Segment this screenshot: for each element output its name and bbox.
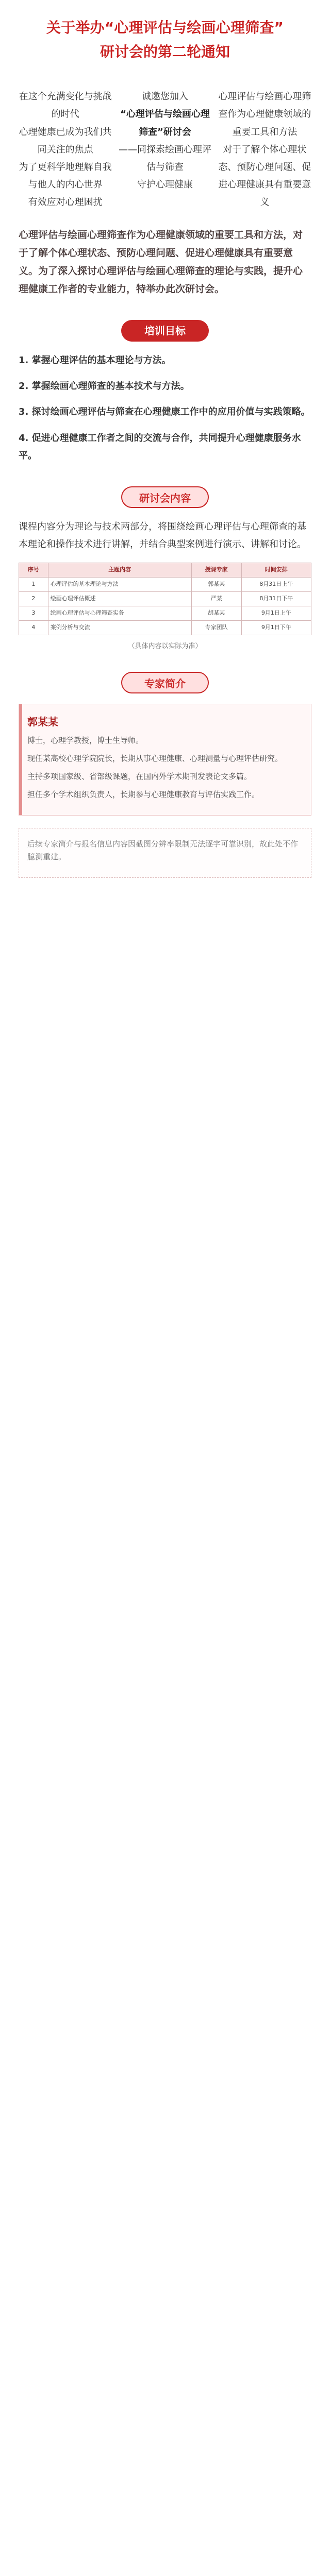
table-row xyxy=(19,592,311,606)
course-intro: 课程内容分为理论与技术两部分，将围绕绘画心理评估与心理筛查的基本理论和操作技术进行讲解，并结合典型案例进行演示、讲解和讨论。 xyxy=(19,521,306,550)
course-table-head xyxy=(19,563,311,578)
table-cell: 专家团队 xyxy=(191,620,241,635)
intro-text: 为了更科学地理解自我与他人的内心世界 xyxy=(19,161,112,191)
section-title-objectives: 培训目标 xyxy=(121,320,209,342)
article-title-line-1: 关于举办“心理评估与绘画心理筛查” xyxy=(46,19,284,36)
intro-text: 守护心理健康 xyxy=(137,179,193,191)
table-cell: 2 xyxy=(19,592,48,606)
intro-columns xyxy=(19,88,311,211)
objective-item: 4. 促进心理健康工作者之间的交流与合作，共同提升心理健康服务水平。 xyxy=(19,432,301,461)
expert-bio xyxy=(27,734,303,802)
table-cell: 心理评估的基本理论与方法 xyxy=(48,578,191,592)
intro-text: 对于了解个体心理状态、预防心理问题、促进心理健康具有重要意义 xyxy=(218,144,311,208)
table-cell: 8月31日上午 xyxy=(241,578,311,592)
objective-list xyxy=(19,352,311,465)
expert-bio-line: 现任某高校心理学院院长，长期从事心理健康、心理测量与心理评估研究。 xyxy=(27,753,283,763)
unreadable-content-text: 后续专家简介与报名信息内容因截图分辨率限制无法逐字可靠识别，故此处不作臆测重建。 xyxy=(27,839,299,862)
course-table-header: 序号 xyxy=(19,563,48,578)
intro-text: 心理评估与绘画心理筛查作为心理健康领域的重要工具和方法 xyxy=(218,91,311,138)
table-cell: 9月1日上午 xyxy=(241,606,311,620)
table-cell: 4 xyxy=(19,620,48,635)
course-table-header: 授课专家 xyxy=(191,563,241,578)
course-table-header-row xyxy=(19,563,311,578)
objective-item: 2. 掌握绘画心理筛查的基本技术与方法。 xyxy=(19,381,190,392)
expert-card xyxy=(19,704,311,816)
table-cell: 胡某某 xyxy=(191,606,241,620)
course-table-body xyxy=(19,578,311,635)
course-table xyxy=(19,563,311,635)
section-title-experts: 专家简介 xyxy=(121,672,209,693)
course-table-caption: （具体内容以实际为准） xyxy=(128,642,202,650)
table-cell: 9月1日下午 xyxy=(241,620,311,635)
table-cell: 严某 xyxy=(191,592,241,606)
intro-text: 诚邀您加入 xyxy=(141,91,188,103)
section-title-courses: 研讨会内容 xyxy=(121,486,209,508)
table-cell: 8月31日下午 xyxy=(241,592,311,606)
table-cell: 绘画心理评估与心理筛查实务 xyxy=(48,606,191,620)
intro-column-2 xyxy=(118,88,211,211)
table-row xyxy=(19,578,311,592)
table-cell: 案例分析与交流 xyxy=(48,620,191,635)
intro-column-3 xyxy=(218,88,311,211)
objective-item: 3. 探讨绘画心理评估与筛查在心理健康工作中的应用价值与实践策略。 xyxy=(19,406,310,418)
article-title xyxy=(19,18,311,39)
intro-column-1 xyxy=(19,88,112,211)
intro-text: 在这个充满变化与挑战的时代 xyxy=(19,91,112,120)
table-row xyxy=(19,620,311,635)
table-cell: 1 xyxy=(19,578,48,592)
lead-paragraph: 心理评估与绘画心理筛查作为心理健康领域的重要工具和方法，对于了解个体心理状态、预防心理问题、促进心理健康具有重要意义。为了深入探讨心理评估与绘画心理筛查的理论与实践，提升心理健康工作者的专业能力，特举办此次研讨会。 xyxy=(19,229,303,295)
article-content xyxy=(0,0,330,878)
intro-text: ——同探索绘画心理评估与筛查 xyxy=(118,144,211,173)
objective-item: 1. 掌握心理评估的基本理论与方法。 xyxy=(19,355,171,366)
table-row xyxy=(19,606,311,620)
expert-bio-line: 博士，心理学教授，博士生导师。 xyxy=(27,735,144,745)
expert-bio-line: 担任多个学术组织负责人，长期参与心理健康教育与评估实践工作。 xyxy=(27,789,260,799)
table-cell: 绘画心理评估概述 xyxy=(48,592,191,606)
intro-text: “心理评估与绘画心理筛查”研讨会 xyxy=(120,109,210,138)
article-subtitle: 研讨会的第二轮通知 xyxy=(100,43,230,60)
expert-name: 郭某某 xyxy=(27,715,58,728)
course-table-header: 时间安排 xyxy=(241,563,311,578)
table-cell: 3 xyxy=(19,606,48,620)
table-cell: 郭某某 xyxy=(191,578,241,592)
expert-bio-line: 主持多项国家级、省部级课题，在国内外学术期刊发表论文多篇。 xyxy=(27,771,252,781)
intro-text: 心理健康已成为我们共同关注的焦点 xyxy=(19,126,112,155)
unreadable-content-notice xyxy=(19,828,311,878)
intro-text: 有效应对心理困扰 xyxy=(28,197,103,208)
course-table-header: 主题内容 xyxy=(48,563,191,578)
